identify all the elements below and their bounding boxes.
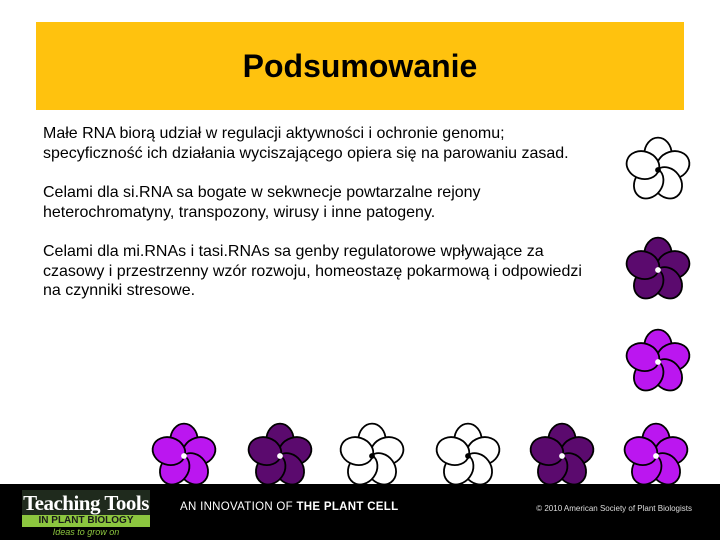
copyright-text: © 2010 American Society of Plant Biologists	[536, 504, 692, 513]
flower-center	[655, 359, 661, 365]
footer-bar	[0, 484, 720, 540]
dark-purple-flower-icon	[622, 234, 694, 306]
white-flower-icon	[432, 420, 504, 492]
paragraph-1: Małe RNA biorą udział w regulacji aktywności i ochronie genomu; specyficzność ich działania wyciszającego opiera się na parowaniu zasad.	[43, 125, 569, 162]
paragraph-3: Celami dla mi.RNAs i tasi.RNAs sa genby regulatorowe wpływające za czasowy i przestrzenny wzór rozwoju, homeostazę pokarmową i odpowiedzi na czynniki stresowe.	[43, 243, 582, 299]
white-flower-icon	[336, 420, 408, 492]
dark-purple-flower-icon	[244, 420, 316, 492]
flower-center	[181, 453, 187, 459]
flower-center	[369, 453, 375, 459]
white-flower-icon	[622, 134, 694, 206]
logo-subtitle: IN PLANT BIOLOGY	[22, 515, 150, 527]
innovation-brand: THE PLANT CELL	[296, 501, 399, 513]
title-banner	[36, 22, 684, 110]
slide-title: Podsumowanie	[242, 47, 478, 84]
innovation-credit	[180, 501, 398, 513]
flower-center	[655, 167, 661, 173]
flower-center	[655, 267, 661, 273]
flower-center	[559, 453, 565, 459]
logo-title: Teaching Tools	[23, 491, 149, 515]
light-purple-flower-icon	[622, 326, 694, 398]
logo-tagline: Ideas to grow on	[52, 527, 120, 537]
light-purple-flower-icon	[620, 420, 692, 492]
flower-center	[465, 453, 471, 459]
paragraph-2: Celami dla si.RNA sa bogate w sekwnecje powtarzalne rejony heterochromatyny, transpozony, wirusy i inne patogeny.	[43, 184, 481, 221]
dark-purple-flower-icon	[526, 420, 598, 492]
innovation-prefix: AN INNOVATION OF	[180, 501, 297, 513]
flower-center	[653, 453, 659, 459]
light-purple-flower-icon	[148, 420, 220, 492]
teaching-tools-logo	[22, 490, 150, 537]
flower-center	[277, 453, 283, 459]
slide-body	[43, 124, 603, 321]
